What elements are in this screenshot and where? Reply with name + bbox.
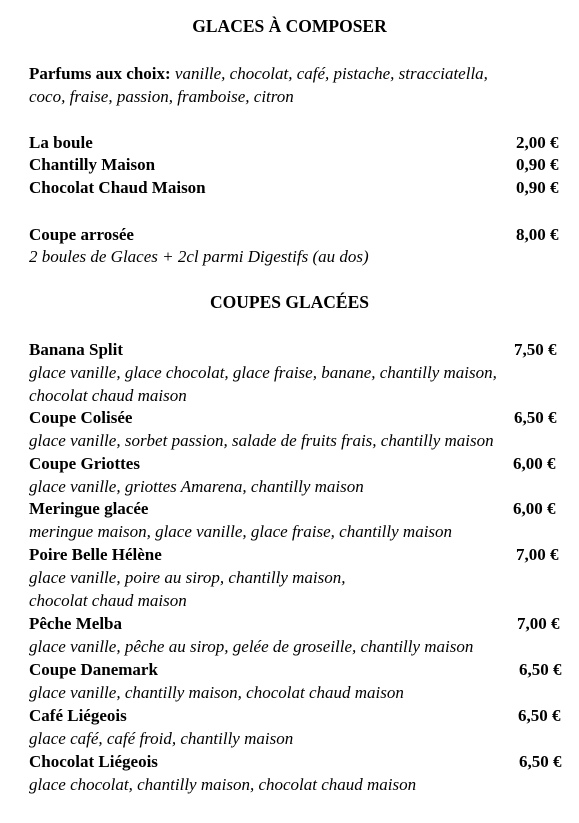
item-name: Coupe arrosée bbox=[29, 225, 134, 244]
item-description: glace vanille, chantilly maison, chocolat chaud maison bbox=[29, 683, 404, 702]
item-description: glace café, café froid, chantilly maison bbox=[29, 729, 294, 748]
item-description: glace chocolat, chantilly maison, chocolat chaud maison bbox=[29, 775, 417, 794]
item-description: glace vanille, griottes Amarena, chantilly maison bbox=[29, 477, 364, 496]
item-price: 6,00 € bbox=[513, 499, 556, 518]
item-name: Chocolat Chaud Maison bbox=[29, 178, 206, 197]
item-price: 6,50 € bbox=[519, 752, 562, 771]
item-name: Café Liégeois bbox=[29, 706, 127, 725]
item-name: Coupe Griottes bbox=[29, 454, 140, 473]
item-name: Chantilly Maison bbox=[29, 155, 156, 174]
flavors-list-part1: vanille, chocolat, café, pistache, stracciatella, bbox=[170, 64, 488, 83]
item-name: Coupe Colisée bbox=[29, 408, 133, 427]
item-description: chocolat chaud maison bbox=[29, 386, 187, 405]
section-title-glaces-a-composer: GLACES À COMPOSER bbox=[192, 16, 387, 36]
item-description: glace vanille, sorbet passion, salade de fruits frais, chantilly maison bbox=[29, 431, 494, 450]
item-description: 2 boules de Glaces + 2cl parmi Digestifs (au dos) bbox=[29, 247, 369, 266]
item-name: Meringue glacée bbox=[29, 499, 149, 518]
item-description: glace vanille, poire au sirop, chantilly maison, bbox=[29, 568, 346, 587]
item-price: 6,50 € bbox=[518, 706, 561, 725]
item-price: 6,50 € bbox=[519, 660, 562, 679]
flavors-list-part2: coco, fraise, passion, framboise, citron bbox=[29, 87, 294, 106]
item-price: 7,00 € bbox=[517, 614, 560, 633]
item-name: Banana Split bbox=[29, 340, 124, 359]
item-price: 7,50 € bbox=[514, 340, 557, 359]
flavors-label: Parfums aux choix: bbox=[29, 64, 171, 83]
item-name: Coupe Danemark bbox=[29, 660, 158, 679]
item-description: glace vanille, glace chocolat, glace fraise, banane, chantilly maison, bbox=[29, 363, 497, 382]
item-price: 6,00 € bbox=[513, 454, 556, 473]
item-name: La boule bbox=[29, 133, 93, 152]
item-price: 0,90 € bbox=[516, 155, 559, 174]
item-price: 6,50 € bbox=[514, 408, 557, 427]
item-name: Pêche Melba bbox=[29, 614, 122, 633]
item-name: Poire Belle Hélène bbox=[29, 545, 162, 564]
item-price: 7,00 € bbox=[516, 545, 559, 564]
item-price: 0,90 € bbox=[516, 178, 559, 197]
section-title-coupes-glacees: COUPES GLACÉES bbox=[210, 292, 369, 312]
item-description: meringue maison, glace vanille, glace fraise, chantilly maison bbox=[29, 522, 453, 541]
item-price: 2,00 € bbox=[516, 133, 559, 152]
item-name: Chocolat Liégeois bbox=[29, 752, 158, 771]
item-price: 8,00 € bbox=[516, 225, 559, 244]
item-description: chocolat chaud maison bbox=[29, 591, 187, 610]
flavors-line bbox=[29, 64, 567, 84]
item-description: glace vanille, pêche au sirop, gelée de groseille, chantilly maison bbox=[29, 637, 474, 656]
